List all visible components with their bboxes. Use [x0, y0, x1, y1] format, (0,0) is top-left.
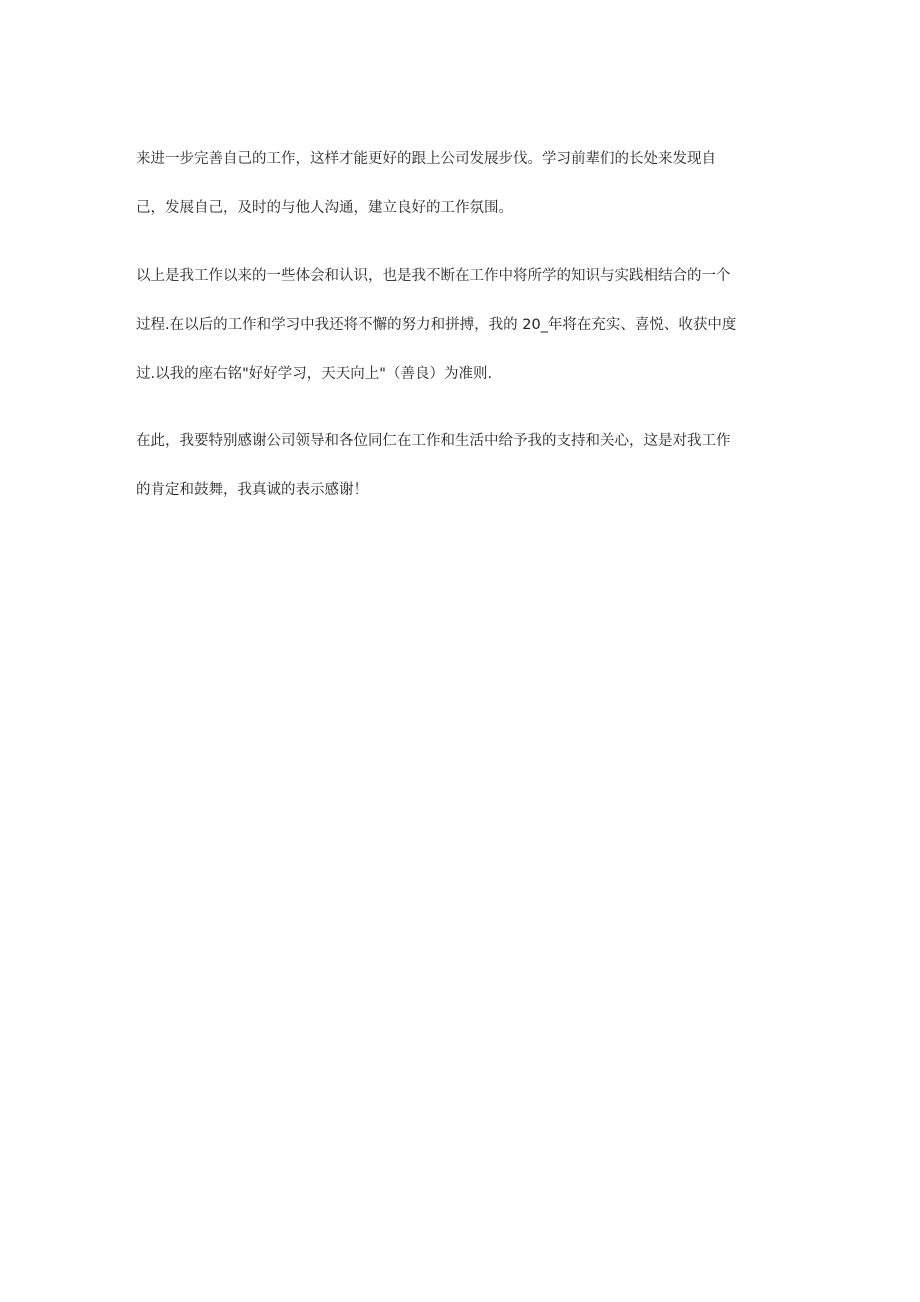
paragraph-2-line-1: 以上是我工作以来的一些体会和认识，也是我不断在工作中将所学的知识与实践相结合的一个	[136, 268, 731, 284]
paragraph-3-line-1: 在此，我要特别感谢公司领导和各位同仁在工作和生活中给予我的支持和关心，这是对我工作	[136, 433, 731, 449]
paragraph-2-line-2: 过程.在以后的工作和学习中我还将不懈的努力和拼搏，我的 20_年将在充实、喜悦、收获中度	[136, 317, 737, 333]
paragraph-1-line-2: 己，发展自己，及时的与他人沟通，建立良好的工作氛围。	[136, 200, 513, 216]
paragraph-2-line-3: 过.以我的座右铭"好好学习，天天向上"（善良）为准则.	[136, 366, 493, 382]
paragraph-3-line-2: 的肯定和鼓舞，我真诚的表示感谢！	[136, 482, 368, 498]
paragraph-1-line-1: 来进一步完善自己的工作，这样才能更好的跟上公司发展步伐。学习前辈们的长处来发现自	[136, 151, 716, 167]
